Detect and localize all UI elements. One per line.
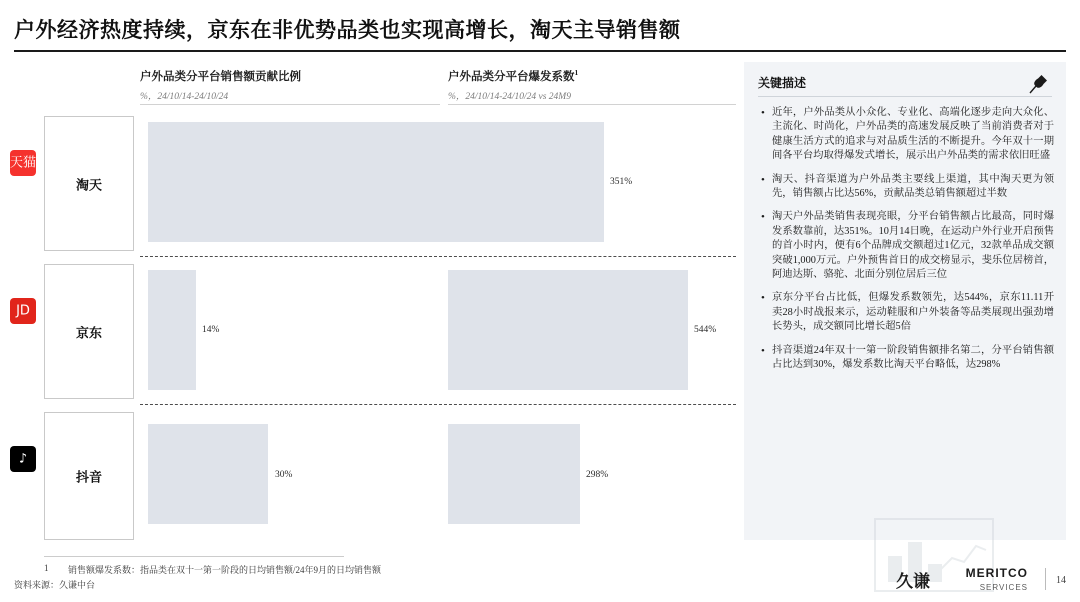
list-item: • 抖音渠道24年双十一第一阶段销售额排名第二，分平台销售额占比达到30%，爆发系数比淘天平台略低，达298% [772, 344, 1054, 373]
row-label-taotian-text: 淘天 [75, 177, 102, 192]
row-label-jd [44, 264, 134, 399]
tmall-icon [10, 150, 36, 176]
douyin-icon [10, 446, 36, 472]
key-insights-title: 关键描述 [758, 76, 807, 90]
source-text: 资料来源：久谦中台 [14, 580, 96, 590]
chart1-header: 户外品类分平台销售额贡献比例 [140, 71, 301, 83]
row-label-taotian [44, 116, 134, 251]
page-number: 14 [1056, 575, 1066, 586]
bar-chart2-douyin [448, 424, 580, 524]
chart2-header-superscript: 1 [574, 68, 579, 78]
row-divider-1 [140, 256, 736, 257]
list-item: • 淘天户外品类销售表现亮眼，分平台销售额占比最高，同时爆发系数靠前，达351%。10月14日晚，在运动户外行业开启预售的首小时内，便有6个品牌成交额超过1亿元，32款单品成交额突破1,000万元。户外预售首日的成交榜显示，斐乐位居榜首，阿迪达斯、骆驼、北面分别位居后三位 [772, 210, 1054, 282]
list-item: • 淘天、抖音渠道为户外品类主要线上渠道，其中淘天更为领先，销售额占比达56%，贡献品类总销售额超过半数 [772, 173, 1054, 202]
bar-chart2-jd [448, 270, 688, 390]
page-title: 户外经济热度持续，京东在非优势品类也实现高增长，淘天主导销售额 [14, 18, 681, 42]
bar-chart1-douyin [148, 424, 268, 524]
bar-label-chart2-taotian: 351% [610, 177, 633, 187]
decorative-chart-icon [874, 518, 994, 592]
bar-label-chart1-douyin: 30% [275, 470, 293, 480]
tmall-icon-glyph: 天猫 [10, 155, 37, 171]
douyin-icon-glyph: ♪ [18, 451, 28, 467]
key-insights-divider [758, 96, 1052, 97]
jd-icon-glyph: JD [16, 303, 30, 319]
chart2-subheader: %，24/10/14-24/10/24 vs 24M9 [448, 92, 571, 102]
row-divider-2 [140, 404, 736, 405]
bar-chart1-jd [148, 270, 196, 390]
logo-name: MERITCO [965, 566, 1028, 580]
row-label-douyin-text: 抖音 [75, 469, 102, 485]
chart2-header-text: 户外品类分平台爆发系数 [448, 71, 575, 83]
row-label-douyin [44, 412, 134, 540]
footnote-divider [44, 556, 344, 557]
footnote-text: 销售额爆发系数：指品类在双十一第一阶段的日均销售额/24年9月的日均销售额 [68, 565, 382, 575]
key-insights-panel [744, 62, 1066, 540]
page-separator [1045, 568, 1046, 590]
bar-label-chart1-jd: 14% [202, 325, 220, 335]
chart1-subheader: %，24/10/14-24/10/24 [140, 92, 229, 102]
chart2-header [448, 68, 578, 84]
title-divider [14, 50, 1066, 52]
list-item: • 近年，户外品类从小众化、专业化、高端化逐步走向大众化、主流化、时尚化，户外品类的高速发展反映了当前消费者对于健康生活方式的追求与对品质生活的不断提升。今年双十一期间各平台均取得爆发式增长，展示出户外品类的需求依旧旺盛 [772, 106, 1054, 164]
bar-chart2-taotian [448, 122, 604, 242]
bar-label-chart2-douyin: 298% [586, 470, 609, 480]
list-item: • 京东分平台占比低，但爆发系数领先，达544%，京东11.11开卖28小时战报来示，运动鞋服和户外装备等品类展现出强劲增长势头，成交额同比增长超5倍 [772, 291, 1054, 334]
jd-icon [10, 298, 36, 324]
logo-mark: 久谦 [896, 572, 930, 591]
chart1-header-rule [140, 104, 440, 105]
pin-icon [1026, 72, 1050, 96]
chart2-header-rule [448, 104, 736, 105]
footnote-marker: 1 [44, 563, 49, 573]
logo-subname: SERVICES [979, 583, 1028, 592]
key-insights-list [758, 106, 1054, 382]
row-label-jd-text: 京东 [75, 325, 102, 340]
bar-label-chart2-jd: 544% [694, 325, 717, 335]
